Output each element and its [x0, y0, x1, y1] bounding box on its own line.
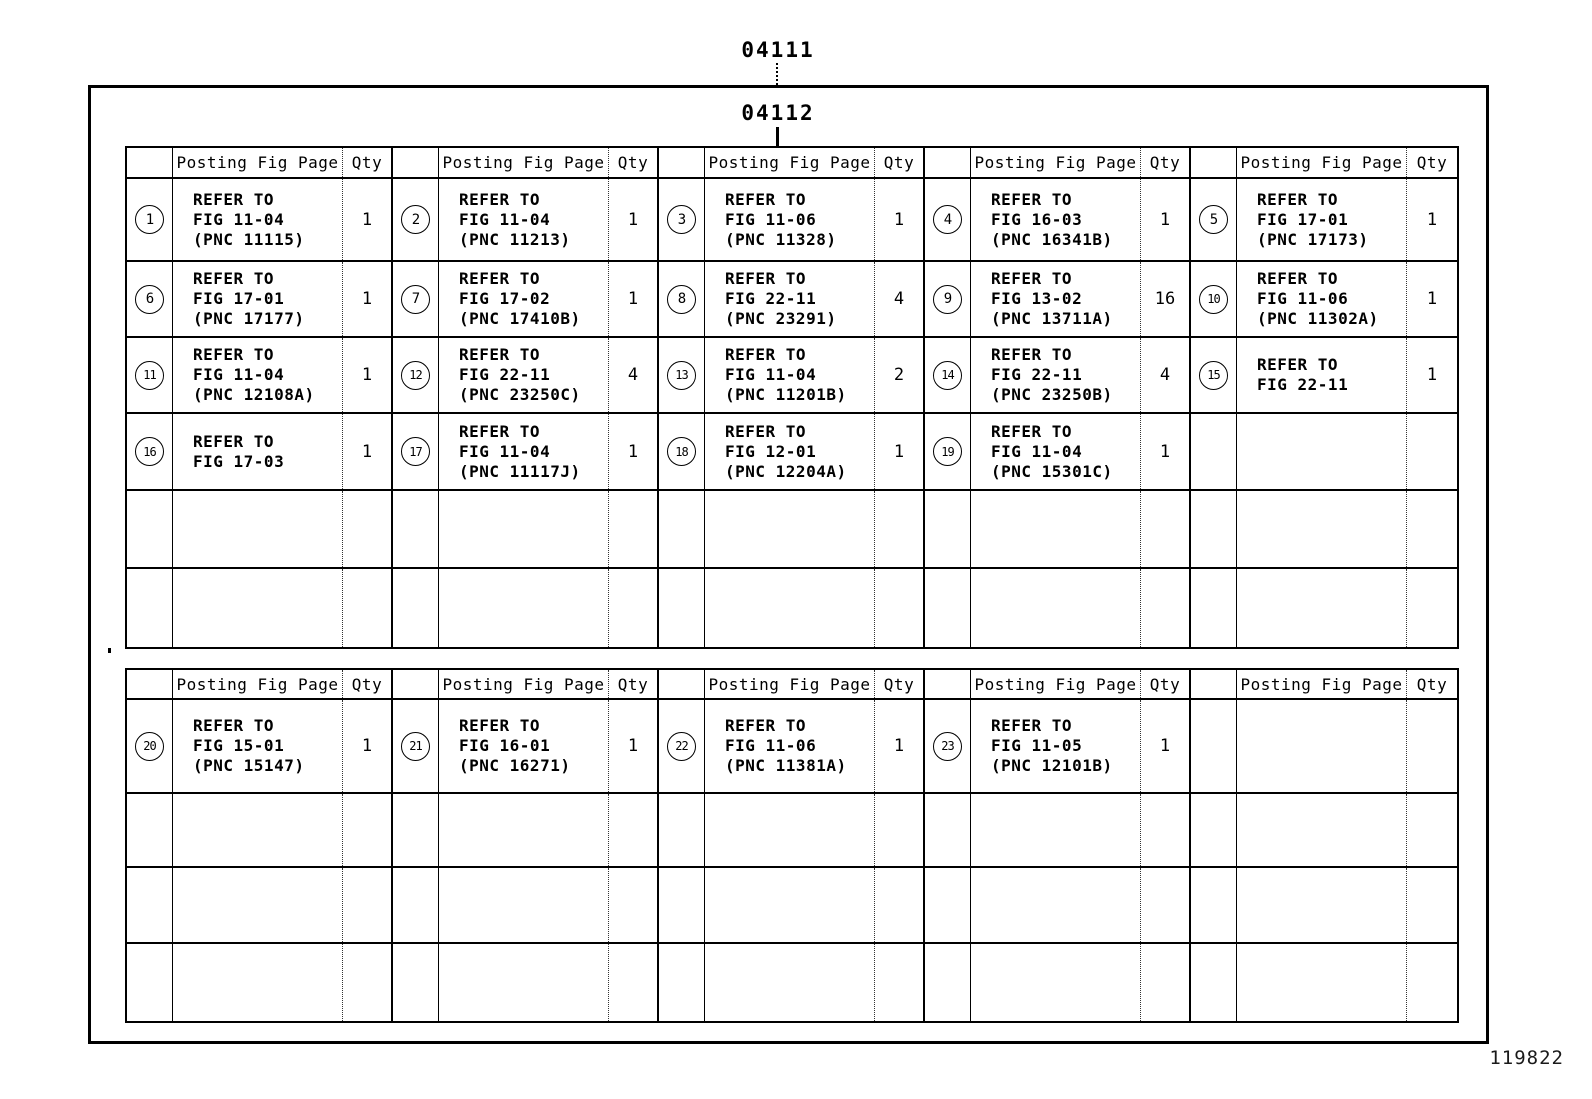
posting-fig-page-cell	[1237, 414, 1407, 489]
qty-cell-empty	[343, 868, 393, 942]
posting-fig-line: (PNC 12204A)	[725, 461, 847, 481]
item-number-header-cell	[1191, 670, 1237, 698]
posting-fig-line: FIG 17-01	[193, 289, 285, 308]
item-number-cell	[659, 414, 705, 489]
column-header-posting-fig-page: Posting Fig Page	[971, 148, 1141, 177]
item-number-cell	[393, 262, 439, 336]
scan-artifact-dot	[108, 648, 111, 653]
posting-fig-line: (PNC 11213)	[459, 229, 571, 249]
column-header-qty: Qty	[343, 148, 393, 177]
item-number-header-cell	[659, 670, 705, 698]
item-number-cell-empty	[127, 569, 173, 647]
empty-table-row	[127, 491, 1457, 569]
item-number-header-cell	[925, 148, 971, 177]
item-number-badge: 23	[933, 732, 962, 761]
item-number-cell	[659, 338, 705, 412]
column-header-qty: Qty	[875, 670, 925, 698]
posting-fig-page-cell	[173, 179, 343, 260]
posting-fig-line: FIG 11-04	[193, 209, 285, 229]
item-number-header-cell	[127, 670, 173, 698]
posting-fig-page-cell	[705, 262, 875, 336]
item-number-badge: 21	[401, 732, 430, 761]
posting-fig-line: FIG 22-11	[991, 365, 1083, 384]
table-row	[127, 700, 1457, 794]
posting-fig-line: REFER TO	[725, 716, 807, 735]
item-number-cell	[393, 338, 439, 412]
posting-fig-line: FIG 16-03	[991, 209, 1083, 229]
qty-cell: 1	[343, 338, 393, 412]
item-number-badge: 10	[1199, 285, 1228, 314]
column-header-posting-fig-page: Posting Fig Page	[173, 148, 343, 177]
qty-cell: 1	[609, 179, 659, 260]
item-number-header-cell	[393, 670, 439, 698]
posting-fig-line: REFER TO	[459, 716, 541, 735]
item-number-cell	[925, 179, 971, 260]
item-number-header-cell	[127, 148, 173, 177]
posting-fig-page-cell-empty	[1237, 491, 1407, 567]
leader-line-04112	[776, 127, 779, 146]
posting-fig-line: (PNC 17173)	[1257, 229, 1369, 249]
item-number-cell-empty	[1191, 944, 1237, 1021]
column-header-qty: Qty	[1416, 674, 1448, 694]
empty-table-row	[127, 868, 1457, 944]
posting-fig-line: (PNC 11328)	[725, 229, 837, 249]
item-number-cell	[393, 179, 439, 260]
column-header-posting-fig-page: Posting Fig Page	[705, 670, 875, 698]
posting-fig-page-cell-empty	[1237, 794, 1407, 866]
qty-cell: 4	[875, 262, 925, 336]
posting-fig-line: FIG 11-05	[991, 736, 1083, 755]
item-number-badge: 3	[667, 205, 696, 234]
item-number-badge: 8	[667, 285, 696, 314]
item-number-cell-empty	[127, 491, 173, 567]
qty-cell-empty	[1407, 944, 1457, 1021]
item-number-header-cell	[659, 148, 705, 177]
posting-fig-page-cell-empty	[1237, 569, 1407, 647]
posting-fig-page-cell-empty	[173, 944, 343, 1021]
posting-fig-page-cell	[705, 700, 875, 792]
qty-cell: 2	[875, 338, 925, 412]
posting-fig-line: (PNC 23250C)	[459, 385, 581, 404]
item-number-cell-empty	[925, 569, 971, 647]
posting-table-upper	[125, 146, 1459, 649]
table-row	[127, 179, 1457, 262]
qty-cell: 1	[1426, 209, 1438, 230]
item-number-badge: 12	[401, 361, 430, 390]
item-number-cell	[127, 179, 173, 260]
qty-cell-empty	[875, 868, 925, 942]
posting-fig-page-cell-empty	[1237, 944, 1407, 1021]
posting-fig-page-cell-empty	[1237, 868, 1407, 942]
posting-fig-line: REFER TO	[991, 345, 1073, 364]
posting-fig-line: FIG 11-04	[991, 441, 1083, 461]
posting-fig-page-cell-empty	[705, 944, 875, 1021]
item-number-cell	[1191, 262, 1237, 336]
column-header-posting-fig-page: Posting Fig Page	[705, 148, 875, 177]
part-code-04112: 04112	[741, 101, 815, 125]
empty-table-row	[127, 569, 1457, 647]
qty-cell: 1	[609, 700, 659, 792]
column-header-posting-fig-page: Posting Fig Page	[439, 670, 609, 698]
item-number-cell	[659, 700, 705, 792]
posting-fig-line: REFER TO	[1257, 269, 1339, 288]
posting-fig-line: FIG 17-02	[459, 289, 551, 308]
posting-fig-page-cell	[173, 262, 343, 336]
qty-cell-empty	[1141, 944, 1191, 1021]
posting-fig-page-cell-empty	[971, 944, 1141, 1021]
posting-fig-page-cell	[705, 179, 875, 260]
posting-fig-line: REFER TO	[725, 269, 807, 288]
qty-cell: 1	[609, 262, 659, 336]
qty-cell-empty	[875, 944, 925, 1021]
posting-fig-line: (PNC 17177)	[193, 309, 305, 328]
posting-fig-page-cell-empty	[705, 569, 875, 647]
item-number-badge: 7	[401, 285, 430, 314]
posting-fig-page-cell-empty	[439, 794, 609, 866]
column-header-qty: Qty	[875, 148, 925, 177]
item-number-cell	[127, 262, 173, 336]
item-number-cell	[127, 338, 173, 412]
posting-fig-line: (PNC 23250B)	[991, 385, 1113, 404]
posting-fig-line: (PNC 23291)	[725, 309, 837, 328]
qty-cell: 1	[343, 414, 393, 489]
item-number-cell-empty	[127, 944, 173, 1021]
posting-fig-line: (PNC 16271)	[459, 756, 571, 775]
item-number-cell	[1191, 700, 1237, 792]
posting-fig-line: REFER TO	[459, 189, 541, 209]
item-number-cell-empty	[659, 491, 705, 567]
posting-fig-line: REFER TO	[1257, 189, 1339, 209]
item-number-header-cell	[393, 148, 439, 177]
posting-fig-line: REFER TO	[193, 345, 275, 364]
posting-fig-line: REFER TO	[1257, 355, 1339, 374]
posting-fig-line: FIG 11-06	[725, 209, 817, 229]
item-number-cell	[659, 262, 705, 336]
item-number-header-cell	[925, 670, 971, 698]
posting-fig-line: FIG 22-11	[1257, 375, 1349, 394]
item-number-cell-empty	[659, 794, 705, 866]
posting-fig-line: (PNC 11381A)	[725, 756, 847, 775]
item-number-cell-empty	[1191, 868, 1237, 942]
qty-cell: 1	[343, 179, 393, 260]
posting-fig-line: REFER TO	[459, 269, 541, 288]
item-number-cell	[127, 414, 173, 489]
item-number-cell-empty	[393, 944, 439, 1021]
qty-cell: 1	[875, 179, 925, 260]
posting-fig-page-cell	[173, 414, 343, 489]
posting-fig-page-cell-empty	[439, 868, 609, 942]
item-number-cell-empty	[127, 868, 173, 942]
posting-fig-line: REFER TO	[991, 421, 1073, 441]
posting-fig-page-cell-empty	[971, 868, 1141, 942]
qty-cell: 1	[1141, 414, 1191, 489]
item-number-cell	[1191, 179, 1237, 260]
posting-fig-page-cell	[439, 179, 609, 260]
posting-fig-line: REFER TO	[725, 345, 807, 364]
qty-cell: 4	[609, 338, 659, 412]
posting-fig-page-cell-empty	[173, 491, 343, 567]
item-number-badge: 16	[135, 437, 164, 466]
item-number-cell	[127, 700, 173, 792]
posting-fig-page-cell	[439, 414, 609, 489]
qty-cell: 1	[875, 700, 925, 792]
item-number-cell-empty	[393, 868, 439, 942]
table-header-row	[127, 670, 1457, 700]
qty-cell-empty	[1407, 868, 1457, 942]
qty-cell-empty	[1407, 794, 1457, 866]
posting-fig-page-cell	[1237, 262, 1407, 336]
qty-cell-empty	[875, 794, 925, 866]
column-header-qty: Qty	[609, 148, 659, 177]
posting-fig-page-cell-empty	[439, 569, 609, 647]
posting-fig-page-cell	[173, 700, 343, 792]
item-number-badge: 15	[1199, 361, 1228, 390]
item-number-cell	[393, 414, 439, 489]
posting-fig-page-cell	[439, 700, 609, 792]
item-number-badge: 4	[933, 205, 962, 234]
posting-fig-line: REFER TO	[193, 716, 275, 735]
item-number-badge: 17	[401, 437, 430, 466]
posting-fig-line: REFER TO	[991, 269, 1073, 288]
posting-fig-line: FIG 22-11	[459, 365, 551, 384]
qty-cell: 1	[609, 414, 659, 489]
posting-fig-line: (PNC 11115)	[193, 229, 305, 249]
column-header-qty: Qty	[1141, 670, 1191, 698]
qty-cell-empty	[609, 794, 659, 866]
posting-fig-page-cell-empty	[173, 794, 343, 866]
item-number-cell-empty	[393, 569, 439, 647]
posting-fig-page-cell	[1237, 700, 1407, 792]
posting-fig-page-cell	[705, 338, 875, 412]
qty-cell: 16	[1141, 262, 1191, 336]
item-number-cell	[925, 262, 971, 336]
qty-cell-empty	[343, 491, 393, 567]
table-row	[127, 338, 1457, 414]
item-number-badge: 19	[933, 437, 962, 466]
table-row	[127, 262, 1457, 338]
item-number-cell	[925, 338, 971, 412]
posting-fig-line: REFER TO	[991, 716, 1073, 735]
empty-table-row	[127, 794, 1457, 868]
posting-fig-page-cell-empty	[705, 868, 875, 942]
posting-fig-line: (PNC 16341B)	[991, 229, 1113, 249]
qty-cell-empty	[1407, 491, 1457, 567]
posting-fig-line: FIG 11-04	[459, 209, 551, 229]
item-number-badge: 6	[135, 285, 164, 314]
posting-fig-page-cell-empty	[971, 491, 1141, 567]
column-header-posting-fig-page: Posting Fig Page	[439, 148, 609, 177]
posting-fig-line: FIG 17-01	[1257, 209, 1349, 229]
posting-fig-line: REFER TO	[725, 421, 807, 441]
qty-cell-empty	[1407, 569, 1457, 647]
qty-cell: 1	[1141, 700, 1191, 792]
table-row	[127, 414, 1457, 491]
qty-cell-empty	[343, 569, 393, 647]
page-number: 119822	[1489, 1047, 1564, 1069]
item-number-cell	[925, 414, 971, 489]
posting-fig-page-cell	[971, 700, 1141, 792]
posting-fig-page-cell-empty	[705, 491, 875, 567]
item-number-cell	[925, 700, 971, 792]
posting-fig-line: REFER TO	[193, 269, 275, 288]
posting-fig-line: FIG 11-04	[725, 365, 817, 384]
posting-fig-line: (PNC 11302A)	[1257, 309, 1379, 328]
posting-fig-line: FIG 22-11	[725, 289, 817, 308]
qty-cell: 1	[343, 700, 393, 792]
item-number-badge: 11	[135, 361, 164, 390]
posting-fig-line: (PNC 12108A)	[193, 385, 315, 404]
figure-code-04111: 04111	[741, 38, 815, 62]
posting-fig-page-cell	[971, 414, 1141, 489]
item-number-cell-empty	[659, 944, 705, 1021]
posting-fig-line: (PNC 15147)	[193, 756, 305, 775]
qty-cell: 1	[1426, 365, 1438, 385]
qty-cell	[1407, 700, 1457, 792]
posting-fig-line: FIG 11-04	[193, 365, 285, 384]
posting-fig-page-cell-empty	[439, 491, 609, 567]
item-number-badge: 22	[667, 732, 696, 761]
empty-table-row	[127, 944, 1457, 1021]
qty-cell: 1	[1426, 289, 1438, 309]
item-number-badge: 2	[401, 205, 430, 234]
item-number-cell-empty	[925, 491, 971, 567]
column-header-posting-fig-page: Posting Fig Page	[1237, 148, 1407, 177]
item-number-badge: 18	[667, 437, 696, 466]
posting-fig-page-cell	[439, 338, 609, 412]
qty-cell-empty	[609, 491, 659, 567]
posting-fig-line: FIG 17-03	[193, 451, 285, 471]
item-number-cell-empty	[1191, 794, 1237, 866]
item-number-cell-empty	[925, 868, 971, 942]
qty-cell-empty	[1141, 868, 1191, 942]
posting-fig-page-cell	[1237, 179, 1407, 260]
column-header-qty: Qty	[343, 670, 393, 698]
posting-fig-line: (PNC 17410B)	[459, 309, 581, 328]
posting-fig-line: (PNC 15301C)	[991, 461, 1113, 481]
table-header-row	[127, 148, 1457, 179]
posting-fig-page-cell	[971, 338, 1141, 412]
posting-fig-page-cell-empty	[173, 569, 343, 647]
column-header-posting-fig-page: Posting Fig Page	[1237, 670, 1407, 698]
item-number-badge: 14	[933, 361, 962, 390]
item-number-cell-empty	[1191, 491, 1237, 567]
item-number-badge: 13	[667, 361, 696, 390]
posting-fig-line: FIG 11-06	[1257, 289, 1349, 308]
item-number-cell-empty	[1191, 569, 1237, 647]
item-number-cell-empty	[925, 794, 971, 866]
item-number-cell	[1191, 414, 1237, 489]
qty-cell: 4	[1141, 338, 1191, 412]
item-number-cell	[1191, 338, 1237, 412]
item-number-cell-empty	[659, 868, 705, 942]
qty-cell-empty	[875, 569, 925, 647]
posting-fig-page-cell	[1237, 338, 1407, 412]
qty-cell-empty	[609, 868, 659, 942]
posting-fig-line: FIG 15-01	[193, 736, 285, 755]
qty-cell	[1407, 414, 1457, 489]
posting-fig-line: FIG 12-01	[725, 441, 817, 461]
posting-fig-line: REFER TO	[193, 189, 275, 209]
item-number-badge: 5	[1199, 205, 1228, 234]
qty-cell-empty	[875, 491, 925, 567]
qty-cell-empty	[1141, 794, 1191, 866]
posting-fig-line: (PNC 11201B)	[725, 385, 847, 404]
posting-fig-line: FIG 16-01	[459, 736, 551, 755]
posting-fig-page-cell-empty	[705, 794, 875, 866]
posting-fig-page-cell	[971, 179, 1141, 260]
qty-cell-empty	[1141, 569, 1191, 647]
posting-fig-page-cell-empty	[439, 944, 609, 1021]
posting-fig-line: REFER TO	[991, 189, 1073, 209]
item-number-cell-empty	[127, 794, 173, 866]
posting-fig-line: FIG 13-02	[991, 289, 1083, 308]
column-header-posting-fig-page: Posting Fig Page	[173, 670, 343, 698]
item-number-badge: 1	[135, 205, 164, 234]
posting-fig-line: REFER TO	[193, 431, 275, 451]
item-number-header-cell	[1191, 148, 1237, 177]
posting-fig-line: (PNC 13711A)	[991, 309, 1113, 328]
posting-fig-line: FIG 11-06	[725, 736, 817, 755]
qty-cell-empty	[343, 794, 393, 866]
qty-cell: 1	[1141, 179, 1191, 260]
qty-cell-empty	[609, 569, 659, 647]
posting-fig-page-cell-empty	[971, 794, 1141, 866]
posting-fig-page-cell-empty	[971, 569, 1141, 647]
item-number-cell-empty	[393, 794, 439, 866]
posting-fig-line: (PNC 11117J)	[459, 461, 581, 481]
posting-fig-line: REFER TO	[459, 421, 541, 441]
qty-cell-empty	[609, 944, 659, 1021]
posting-fig-line: REFER TO	[725, 189, 807, 209]
posting-fig-page-cell	[439, 262, 609, 336]
column-header-qty: Qty	[609, 670, 659, 698]
item-number-badge: 9	[933, 285, 962, 314]
item-number-cell	[393, 700, 439, 792]
item-number-cell	[659, 179, 705, 260]
qty-cell-empty	[343, 944, 393, 1021]
column-header-qty: Qty	[1416, 153, 1448, 172]
posting-fig-page-cell-empty	[173, 868, 343, 942]
qty-cell: 1	[343, 262, 393, 336]
posting-fig-line: FIG 11-04	[459, 441, 551, 461]
posting-table-lower	[125, 668, 1459, 1023]
posting-fig-line: REFER TO	[459, 345, 541, 364]
qty-cell-empty	[1141, 491, 1191, 567]
leader-line-04111	[776, 63, 778, 85]
posting-fig-page-cell	[173, 338, 343, 412]
posting-fig-line: (PNC 12101B)	[991, 756, 1113, 775]
column-header-qty: Qty	[1141, 148, 1191, 177]
item-number-badge: 20	[135, 732, 164, 761]
item-number-cell-empty	[393, 491, 439, 567]
item-number-cell-empty	[659, 569, 705, 647]
qty-cell: 1	[875, 414, 925, 489]
item-number-cell-empty	[925, 944, 971, 1021]
posting-fig-page-cell	[971, 262, 1141, 336]
posting-fig-page-cell	[705, 414, 875, 489]
column-header-posting-fig-page: Posting Fig Page	[971, 670, 1141, 698]
